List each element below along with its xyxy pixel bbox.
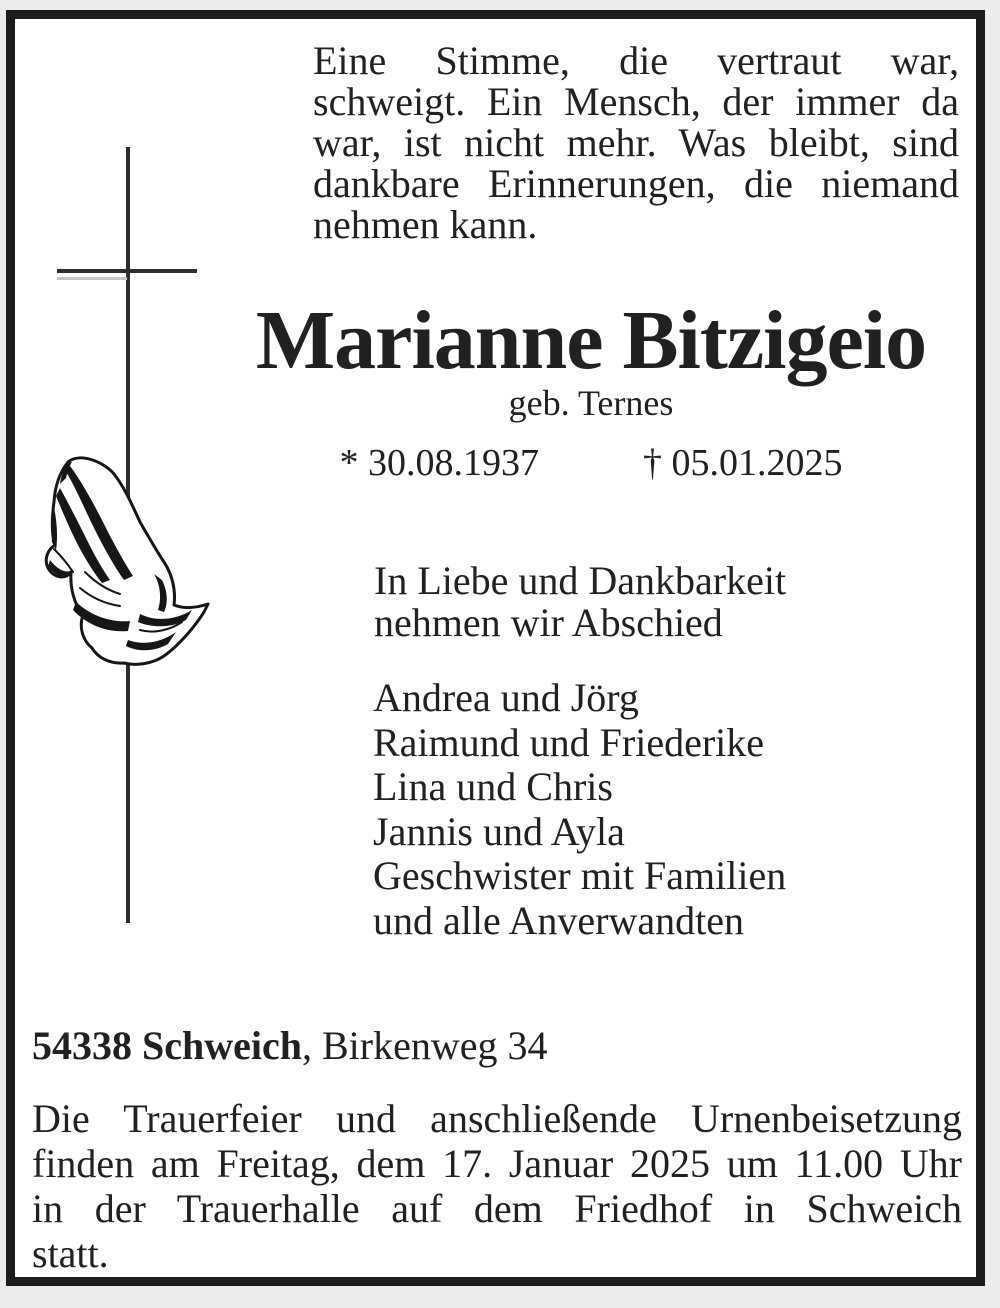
praying-hands-icon: [40, 452, 215, 680]
cross-icon: [57, 269, 197, 273]
notice-line: Die Trauerfeier und anschließende Urnenbeisetzung: [32, 1096, 962, 1141]
epitaph-line: war, ist nicht mehr. Was bleibt, sind: [313, 120, 959, 165]
farewell-text: [374, 560, 786, 644]
mourner-name: Lina und Chris: [373, 764, 613, 809]
deceased-name: Marianne Bitzigeio: [255, 294, 927, 387]
epitaph-text: [313, 40, 959, 245]
epitaph-line: nehmen kann.: [313, 202, 538, 247]
death-date: † 05.01.2025: [643, 442, 843, 484]
farewell-line: nehmen wir Abschied: [374, 600, 723, 645]
notice-line: in der Trauerhalle auf dem Friedhof in Schweich: [32, 1186, 962, 1231]
epitaph-line: Eine Stimme, die vertraut war,: [313, 38, 959, 83]
epitaph-line: dankbare Erinnerungen, die niemand: [313, 161, 959, 206]
life-dates: [230, 442, 952, 484]
funeral-notice: [32, 1096, 962, 1276]
maiden-name: geb. Ternes: [508, 383, 674, 423]
mourner-name: Geschwister mit Familien: [373, 853, 787, 898]
postal-city: 54338 Schweich: [32, 1023, 302, 1068]
mourner-name: Raimund und Friederike: [373, 719, 765, 765]
address-line: [32, 1024, 548, 1068]
epitaph-line: schweigt. Ein Mensch, der immer da: [313, 79, 959, 124]
mourner-name: Jannis und Ayla: [373, 808, 625, 854]
notice-line: finden am Freitag, dem 17. Januar 2025 um 11.00 Uhr: [32, 1141, 962, 1186]
farewell-line: In Liebe und Dankbarkeit: [374, 558, 787, 603]
cross-shadow: [57, 277, 127, 280]
mourner-name: und alle Anverwandten: [373, 897, 744, 943]
notice-line: statt.: [32, 1231, 109, 1276]
mourner-name: Andrea und Jörg: [373, 675, 639, 720]
mourners-list: [373, 676, 786, 943]
birth-date: * 30.08.1937: [339, 442, 539, 484]
street-address: , Birkenweg 34: [302, 1023, 548, 1068]
